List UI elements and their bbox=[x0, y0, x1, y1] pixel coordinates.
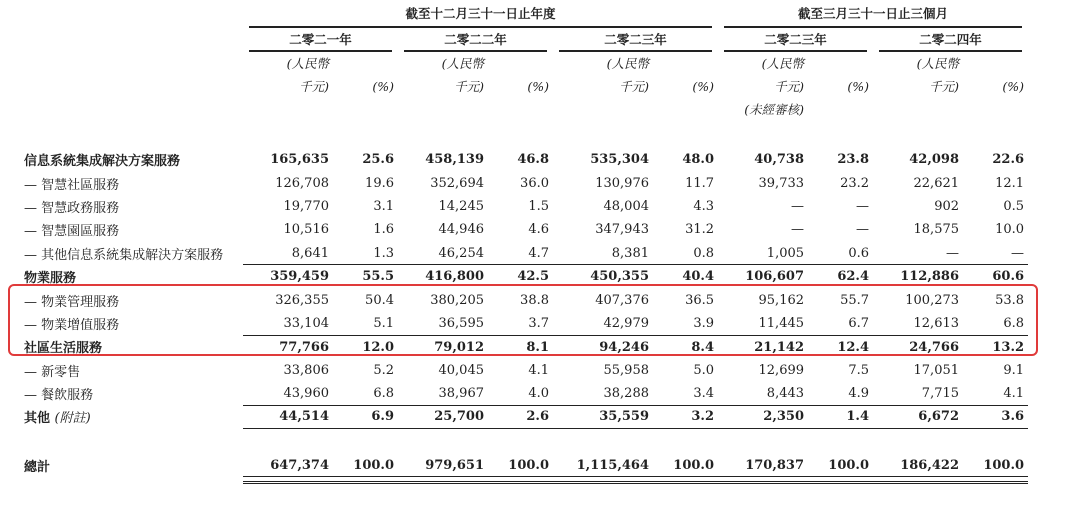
amount-cell: 77,766 bbox=[279, 339, 329, 355]
percent-cell: 3.6 bbox=[963, 405, 1028, 428]
table-row bbox=[0, 242, 1080, 265]
table-row bbox=[0, 335, 1080, 358]
amount-cell: 8,443 bbox=[718, 382, 808, 405]
amount-cell: 95,162 bbox=[758, 292, 805, 308]
table-row bbox=[0, 171, 1080, 194]
amount-cell: 126,708 bbox=[275, 175, 329, 191]
year-header-2024-q1: 二零二四年 bbox=[919, 32, 982, 47]
percent-cell: — bbox=[963, 242, 1028, 265]
amount-cell: 8,381 bbox=[553, 242, 653, 265]
percent-cell: 11.7 bbox=[685, 175, 715, 191]
amount-cell: 380,205 bbox=[430, 292, 484, 308]
table-row bbox=[0, 288, 1080, 311]
amount-cell: 38,967 bbox=[398, 382, 488, 405]
amount-cell: — bbox=[791, 198, 805, 214]
row-label-text: 信息系統集成解決方案服務 bbox=[24, 154, 181, 170]
percent-cell: 2.6 bbox=[488, 405, 553, 428]
percent-cell: 0.6 bbox=[808, 242, 873, 265]
amount-cell: 48,004 bbox=[603, 198, 649, 214]
total-value: 186,422 bbox=[873, 455, 963, 477]
percent-cell: 6.8 bbox=[963, 312, 1028, 335]
percent-cell: 62.4 bbox=[837, 269, 870, 285]
percent-cell: 55.5 bbox=[362, 269, 394, 285]
table-row bbox=[0, 218, 1080, 241]
period-header-full-year: 截至十二月三十一日止年度 bbox=[405, 6, 556, 21]
amount-cell: 17,051 bbox=[913, 362, 960, 378]
amount-cell: 55,958 bbox=[603, 362, 649, 378]
unit-label-top: (人民幣 bbox=[286, 56, 329, 71]
unit-label-bottom: 千元) bbox=[774, 79, 805, 94]
percent-cell: 12.1 bbox=[995, 175, 1025, 191]
amount-cell: 44,946 bbox=[438, 222, 484, 238]
percent-label: (%) bbox=[372, 78, 394, 94]
amount-cell: 352,694 bbox=[430, 175, 484, 191]
row-label bbox=[0, 312, 243, 335]
amount-cell: — bbox=[873, 242, 963, 265]
amount-cell: 10,516 bbox=[283, 222, 329, 238]
amount-cell: 100,273 bbox=[905, 292, 960, 308]
amount-cell: 33,806 bbox=[283, 362, 329, 378]
amount-cell: 112,886 bbox=[900, 269, 960, 285]
percent-cell: — bbox=[856, 198, 870, 214]
percent-cell: 0.5 bbox=[1003, 198, 1025, 214]
row-label bbox=[0, 359, 243, 382]
amount-cell: — bbox=[791, 222, 805, 238]
amount-cell: 535,304 bbox=[590, 152, 649, 168]
table-row bbox=[0, 405, 1080, 428]
percent-cell: 6.9 bbox=[333, 405, 398, 428]
amount-cell: 902 bbox=[934, 198, 960, 214]
percent-cell: 4.7 bbox=[488, 242, 553, 265]
amount-cell: 33,104 bbox=[243, 312, 333, 335]
amount-cell: 458,139 bbox=[425, 152, 484, 168]
table-row bbox=[0, 359, 1080, 382]
percent-cell: 5.0 bbox=[693, 362, 715, 378]
percent-label: (%) bbox=[692, 78, 715, 94]
table-row bbox=[0, 195, 1080, 218]
row-label bbox=[0, 405, 243, 428]
total-label: 總計 bbox=[24, 460, 51, 476]
amount-cell: 6,672 bbox=[873, 405, 963, 428]
unit-label-top: (人民幣 bbox=[761, 56, 805, 71]
unit-label-bottom: 千元) bbox=[454, 79, 484, 94]
percent-cell: 5.2 bbox=[373, 362, 394, 378]
percent-cell: 1.5 bbox=[528, 198, 549, 214]
percent-label: (%) bbox=[527, 78, 549, 94]
year-header-2022: 二零二二年 bbox=[444, 32, 507, 47]
percent-cell: 38.8 bbox=[520, 292, 549, 308]
year-header-2023-q1: 二零二三年 bbox=[764, 32, 827, 47]
row-label-text: — 智慧社區服務 bbox=[24, 177, 120, 193]
row-label-text: — 物業增值服務 bbox=[24, 317, 120, 333]
percent-cell: 7.5 bbox=[848, 362, 870, 378]
amount-cell: 42,098 bbox=[909, 152, 960, 168]
percent-cell: — bbox=[856, 222, 870, 238]
percent-cell: 1.4 bbox=[808, 405, 873, 428]
row-label bbox=[0, 242, 243, 265]
row-label-text: 其他 bbox=[24, 411, 51, 427]
percent-cell: 3.4 bbox=[653, 382, 718, 405]
percent-cell: 3.1 bbox=[373, 198, 394, 214]
percent-cell: 25.6 bbox=[362, 152, 394, 168]
table-row bbox=[0, 148, 1080, 171]
amount-cell: 25,700 bbox=[398, 405, 488, 428]
row-label-text: 物業服務 bbox=[24, 271, 77, 287]
total-row bbox=[0, 455, 1080, 477]
unaudited-label: (未經審核) bbox=[744, 102, 805, 117]
amount-cell: 46,254 bbox=[398, 242, 488, 265]
percent-cell: 4.1 bbox=[528, 362, 549, 378]
unit-label-top: (人民幣 bbox=[441, 56, 484, 71]
amount-cell: 2,350 bbox=[718, 405, 808, 428]
unit-label-bottom: 千元) bbox=[299, 79, 329, 94]
percent-cell: 6.7 bbox=[808, 312, 873, 335]
percent-cell: 36.5 bbox=[685, 292, 715, 308]
table-row bbox=[0, 265, 1080, 288]
total-percent: 100.0 bbox=[653, 455, 718, 477]
percent-cell: 22.6 bbox=[992, 152, 1025, 168]
total-percent: 100.0 bbox=[808, 455, 873, 477]
unit-label-top: (人民幣 bbox=[916, 56, 960, 71]
amount-cell: 130,976 bbox=[595, 175, 649, 191]
percent-cell: 5.1 bbox=[333, 312, 398, 335]
amount-cell: 11,445 bbox=[718, 312, 808, 335]
amount-cell: 21,142 bbox=[754, 339, 805, 355]
amount-cell: 40,045 bbox=[438, 362, 484, 378]
amount-cell: 8,641 bbox=[243, 242, 333, 265]
percent-cell: 46.8 bbox=[517, 152, 549, 168]
total-value: 170,837 bbox=[718, 455, 808, 477]
amount-cell: 7,715 bbox=[873, 382, 963, 405]
amount-cell: 450,355 bbox=[590, 269, 649, 285]
percent-cell: 12.4 bbox=[837, 339, 870, 355]
percent-cell: 3.2 bbox=[653, 405, 718, 428]
total-value: 1,115,464 bbox=[553, 455, 653, 477]
percent-cell: 13.2 bbox=[992, 339, 1025, 355]
amount-cell: 79,012 bbox=[434, 339, 484, 355]
percent-cell: 40.4 bbox=[682, 269, 715, 285]
row-label-text: — 物業管理服務 bbox=[24, 294, 120, 310]
percent-cell: 4.1 bbox=[963, 382, 1028, 405]
percent-cell: 55.7 bbox=[840, 292, 870, 308]
row-label bbox=[0, 335, 243, 358]
percent-cell: 48.0 bbox=[682, 152, 715, 168]
percent-cell: 4.0 bbox=[488, 382, 553, 405]
amount-cell: 326,355 bbox=[275, 292, 329, 308]
amount-cell: 22,621 bbox=[913, 175, 960, 191]
percent-cell: 19.6 bbox=[365, 175, 394, 191]
row-label-text: — 智慧政務服務 bbox=[24, 200, 120, 216]
percent-cell: 10.0 bbox=[995, 222, 1025, 238]
amount-cell: 165,635 bbox=[270, 152, 329, 168]
percent-cell: 8.4 bbox=[691, 339, 715, 355]
row-label-text: — 其他信息系統集成解決方案服務 bbox=[24, 247, 224, 263]
amount-cell: 43,960 bbox=[243, 382, 333, 405]
percent-cell: 8.1 bbox=[526, 339, 549, 355]
row-label bbox=[0, 382, 243, 405]
year-header-2023: 二零二三年 bbox=[604, 32, 667, 47]
amount-cell: 14,245 bbox=[438, 198, 484, 214]
row-label-note: (附註) bbox=[54, 411, 91, 427]
year-header-2021: 二零二一年 bbox=[289, 32, 352, 47]
percent-label: (%) bbox=[847, 78, 870, 94]
amount-cell: 94,246 bbox=[599, 339, 649, 355]
amount-cell: 407,376 bbox=[595, 292, 649, 308]
amount-cell: 40,738 bbox=[754, 152, 805, 168]
percent-cell: 0.8 bbox=[653, 242, 718, 265]
row-label bbox=[0, 218, 243, 241]
total-value: 979,651 bbox=[398, 455, 488, 477]
percent-cell: 53.8 bbox=[995, 292, 1025, 308]
row-label-text: 社區生活服務 bbox=[24, 341, 103, 357]
percent-cell: 3.9 bbox=[653, 312, 718, 335]
percent-label: (%) bbox=[1002, 78, 1025, 94]
amount-cell: 416,800 bbox=[425, 269, 484, 285]
row-label bbox=[0, 148, 243, 171]
table-row bbox=[0, 312, 1080, 335]
percent-cell: 50.4 bbox=[365, 292, 394, 308]
row-label-text: — 智慧園區服務 bbox=[24, 224, 120, 240]
percent-cell: 31.2 bbox=[685, 222, 715, 238]
row-label bbox=[0, 288, 243, 311]
amount-cell: 106,607 bbox=[745, 269, 805, 285]
total-percent: 100.0 bbox=[488, 455, 553, 477]
amount-cell: 359,459 bbox=[270, 269, 329, 285]
amount-cell: 347,943 bbox=[595, 222, 649, 238]
percent-cell: 4.9 bbox=[808, 382, 873, 405]
total-percent: 100.0 bbox=[963, 455, 1028, 477]
amount-cell: 35,559 bbox=[553, 405, 653, 428]
amount-cell: 36,595 bbox=[398, 312, 488, 335]
amount-cell: 12,699 bbox=[758, 362, 805, 378]
row-label-text: — 新零售 bbox=[24, 364, 81, 380]
total-percent: 100.0 bbox=[333, 455, 398, 477]
percent-cell: 36.0 bbox=[520, 175, 549, 191]
percent-cell: 1.6 bbox=[373, 222, 394, 238]
percent-cell: 60.6 bbox=[992, 269, 1025, 285]
amount-cell: 38,288 bbox=[553, 382, 653, 405]
unit-label-top: (人民幣 bbox=[606, 56, 649, 71]
table-row bbox=[0, 382, 1080, 405]
total-value: 647,374 bbox=[243, 455, 333, 477]
amount-cell: 1,005 bbox=[718, 242, 808, 265]
amount-cell: 24,766 bbox=[909, 339, 960, 355]
amount-cell: 18,575 bbox=[913, 222, 960, 238]
unit-label-bottom: 千元) bbox=[929, 79, 960, 94]
percent-cell: 1.3 bbox=[333, 242, 398, 265]
percent-cell: 12.0 bbox=[362, 339, 394, 355]
percent-cell: 9.1 bbox=[1003, 362, 1025, 378]
unit-label-bottom: 千元) bbox=[619, 79, 649, 94]
row-label bbox=[0, 195, 243, 218]
percent-cell: 23.8 bbox=[837, 152, 870, 168]
amount-cell: 19,770 bbox=[283, 198, 329, 214]
row-label bbox=[0, 265, 243, 288]
percent-cell: 3.7 bbox=[488, 312, 553, 335]
period-header-three-months: 截至三月三十一日止三個月 bbox=[798, 6, 949, 21]
percent-cell: 4.6 bbox=[528, 222, 549, 238]
amount-cell: 12,613 bbox=[873, 312, 963, 335]
amount-cell: 39,733 bbox=[758, 175, 805, 191]
amount-cell: 44,514 bbox=[243, 405, 333, 428]
amount-cell: 42,979 bbox=[553, 312, 653, 335]
percent-cell: 23.2 bbox=[840, 175, 870, 191]
row-label bbox=[0, 171, 243, 194]
percent-cell: 42.5 bbox=[517, 269, 549, 285]
percent-cell: 6.8 bbox=[333, 382, 398, 405]
percent-cell: 4.3 bbox=[693, 198, 715, 214]
row-label-text: — 餐飲服務 bbox=[24, 388, 94, 404]
